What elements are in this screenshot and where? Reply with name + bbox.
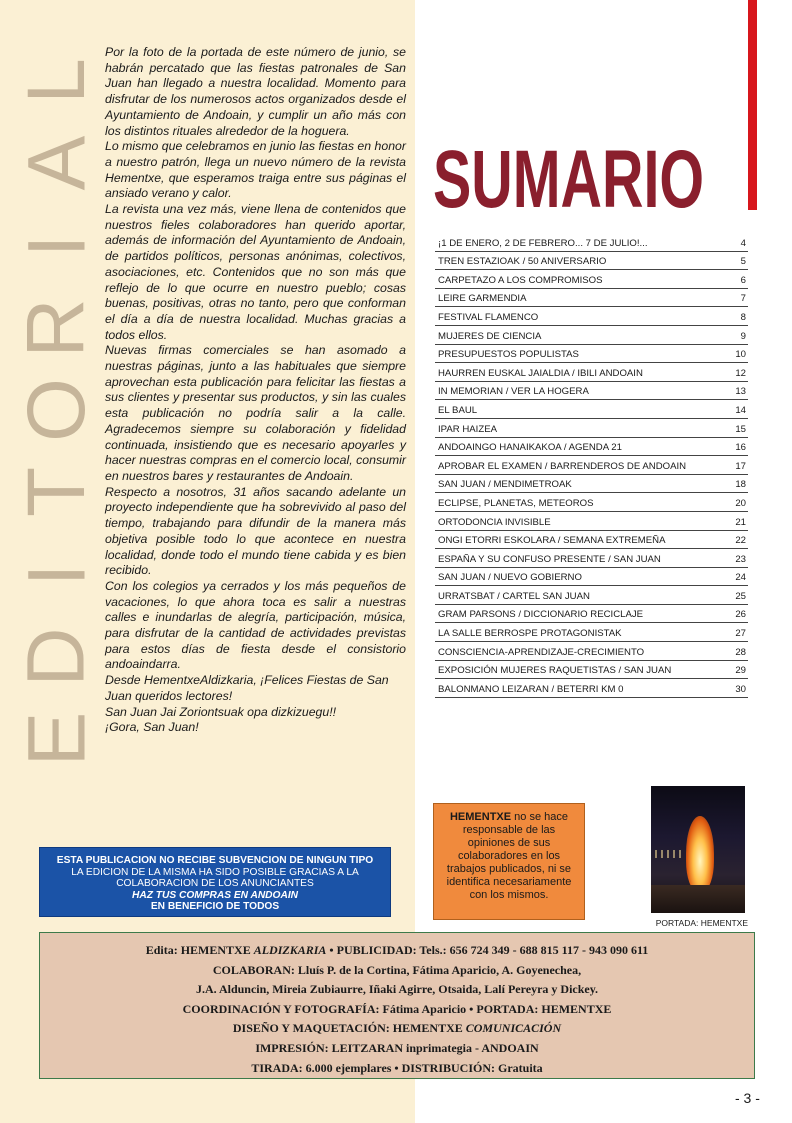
toc-label: IPAR HAIZEA: [438, 423, 497, 435]
toc-label: SAN JUAN / MENDIMETROAK: [438, 479, 572, 491]
editorial-closing: Desde HementxeAldizkaria, ¡Felices Fiestas de San Juan queridos lectores!: [105, 673, 389, 703]
notice-line: EN BENEFICIO DE TODOS: [150, 901, 280, 913]
toc-row: [435, 382, 748, 401]
toc-row: [435, 419, 748, 438]
toc-label: ORTODONCIA INVISIBLE: [438, 516, 551, 528]
toc-row: [435, 456, 748, 475]
editorial-letter: A: [10, 135, 102, 191]
accent-bar: [748, 0, 757, 210]
toc-row: [435, 400, 748, 419]
toc-label: MUJERES DE CIENCIA: [438, 330, 542, 342]
notice-line: COLABORACION DE LOS ANUNCIANTES: [116, 878, 314, 890]
credits-line: TIRADA: 6.000 ejemplares • DISTRIBUCIÓN: Gratuita: [251, 1060, 543, 1075]
toc-label: BALONMANO LEIZARAN / BETERRI KM 0: [438, 683, 624, 695]
toc-page-number: 21: [735, 516, 746, 528]
toc-row: [435, 252, 748, 271]
toc-label: LEIRE GARMENDIA: [438, 293, 527, 305]
toc-label: CONSCIENCIA-APRENDIZAJE-CRECIMIENTO: [438, 646, 645, 658]
toc-page-number: 23: [735, 553, 746, 565]
toc-label: URRATSBAT / CARTEL SAN JUAN: [438, 590, 590, 602]
editorial-paragraph: Respecto a nosotros, 31 años sacando adelante un proyecto independiente que ha sobrevivido al paso del tiempo, trabajando para difundir de la manera más objetiva posible todo lo que acontece en nuestra localidad, donde todo el mundo tiene cabida y es bien recibido.: [105, 484, 406, 578]
toc-row: [435, 568, 748, 587]
toc-page-number: 29: [735, 665, 746, 677]
credits-line: COLABORAN: Lluís P. de la Cortina, Fátima Aparicio, A. Goyenechea,: [212, 962, 582, 977]
cover-photo: [651, 786, 745, 913]
credits-line: [40, 1019, 754, 1039]
toc-page-number: 28: [735, 646, 746, 658]
toc-page-number: 24: [735, 572, 746, 584]
notice-line: LA EDICION DE LA MISMA HA SIDO POSIBLE GRACIAS A LA: [71, 866, 359, 878]
toc-label: ECLIPSE, PLANETAS, METEOROS: [438, 497, 594, 509]
toc-page-number: 22: [735, 535, 746, 547]
editorial-heading: [10, 40, 103, 780]
disclaimer-text: no se hace responsable de las opiniones de sus colaboradores en los trabajos publicados, ni se identifica necesariamente con los mismos.: [446, 811, 572, 901]
editorial-letter: R: [11, 298, 102, 358]
editorial-letter: T: [11, 467, 102, 518]
editorial-letter: I: [10, 234, 102, 257]
editorial-body: [105, 45, 406, 736]
disclaimer-brand: HEMENTXE: [449, 811, 512, 823]
toc-row: [435, 623, 748, 642]
toc-page-number: 18: [735, 479, 746, 491]
cover-caption: PORTADA: HEMENTXE: [655, 918, 748, 928]
toc-row: [435, 512, 748, 531]
toc-page-number: 5: [740, 256, 746, 268]
editorial-letter: L: [10, 58, 102, 104]
editorial-letter: D: [11, 627, 102, 687]
toc-label: EXPOSICIÓN MUJERES RAQUETISTAS / SAN JUAN: [438, 665, 672, 677]
toc-label: ONGI ETORRI ESKOLARA / SEMANA EXTREMEÑA: [438, 535, 666, 547]
photo-lights: [655, 850, 685, 858]
toc-label: ANDOAINGO HANAIKAKOA / AGENDA 21: [438, 442, 622, 454]
toc-label: EL BAUL: [438, 404, 478, 416]
toc-page-number: 25: [735, 590, 746, 602]
credits-box: [39, 932, 755, 1079]
toc-row: [435, 605, 748, 624]
editorial-letter: I: [10, 563, 102, 586]
toc-row: [435, 307, 748, 326]
toc-page-number: 13: [735, 386, 746, 398]
toc-page-number: 27: [735, 628, 746, 640]
toc-page-number: 8: [740, 311, 746, 323]
editorial-letter: E: [10, 711, 102, 767]
editorial-closing: ¡Gora, San Juan!: [105, 720, 199, 735]
editorial-letter: O: [11, 378, 103, 442]
toc-row: [435, 549, 748, 568]
toc-row: [435, 363, 748, 382]
credits-advertising: • PUBLICIDAD: Tels.: 656 724 349 - 688 815 117 - 943 090 611: [326, 943, 649, 957]
toc-label: CARPETAZO A LOS COMPROMISOS: [438, 274, 603, 286]
editorial-paragraph: Lo mismo que celebramos en junio las fiestas en honor a nuestro patrón, llega un nuevo número de la revista Hementxe, que esperamos traiga entre sus páginas el ansiado verano y calor.: [105, 139, 406, 201]
notice-line: ESTA PUBLICACION NO RECIBE SUBVENCION DE NINGUN TIPO: [56, 855, 374, 866]
toc-label: IN MEMORIAN / VER LA HOGERA: [438, 386, 589, 398]
toc-row: [435, 679, 748, 698]
editorial-paragraph: Con los colegios ya cerrados y los más pequeños de vacaciones, lo que ahora toca es salir a nuestras calles e inundarlas de alegría, participación, música, para disfrutar de la cantidad de actividades previstas para estos días de fiesta desde el consistorio andoaindarra.: [105, 578, 406, 672]
page-number: - 3 -: [735, 1090, 760, 1106]
toc-page-number: 14: [735, 404, 746, 416]
toc-label: APROBAR EL EXAMEN / BARRENDEROS DE ANDOAIN: [438, 460, 687, 472]
toc-row: [435, 531, 748, 550]
toc-row: [435, 345, 748, 364]
editorial-paragraph: Nuevas firmas comerciales se han asomado a nuestras páginas, junto a las habituales que siempre aprovechan esta publicación para felicitar las fiestas a sus clientes y presentar sus productos, y sin las cuales esta publicación no podría salir a la calle. Agradecemos siempre su colaboración y fidelidad continuada, insistiendo que es necesario apoyarles y hacer nuestras compras en el comercio local, consumir en nuestros bares y restaurantes de Andoain.: [105, 343, 406, 483]
toc-page-number: 12: [735, 367, 746, 379]
disclaimer-box: [433, 803, 585, 920]
no-subsidy-notice: [39, 847, 391, 917]
toc-page-number: 10: [735, 349, 746, 361]
photo-crowd: [651, 885, 745, 913]
credits-line: IMPRESIÓN: LEITZARAN inprimategia - ANDOAIN: [255, 1040, 539, 1055]
toc-row: [435, 233, 748, 252]
toc-label: TREN ESTAZIOAK / 50 ANIVERSARIO: [438, 256, 607, 268]
credits-line: [40, 941, 754, 961]
credits-design-italic: COMUNICACIÓN: [465, 1021, 562, 1036]
toc-row: [435, 586, 748, 605]
toc-row: [435, 493, 748, 512]
toc-page-number: 30: [735, 683, 746, 695]
toc-row: [435, 326, 748, 345]
toc-page-number: 4: [740, 237, 746, 249]
toc-page-number: 6: [740, 274, 746, 286]
toc-label: LA SALLE BERROSPE PROTAGONISTAK: [438, 628, 622, 640]
toc-page-number: 17: [735, 460, 746, 472]
toc-label: PRESUPUESTOS POPULISTAS: [438, 349, 579, 361]
credits-line: J.A. Alduncin, Mireia Zubiaurre, Iñaki Agirre, Otsaida, Lalí Pereyra y Dickey.: [195, 982, 599, 997]
toc-page-number: 9: [740, 330, 746, 342]
editorial-paragraph: La revista una vez más, viene llena de contenidos que nuestros fieles colaboradores han querido aportar, además de información del Ayuntamiento de Andoain, de partidos políticos, personas anónimas, colectivos, asociaciones, etc. Contenidos que no son más que reflejo de lo que ocurre en nuestro pueblo; cosas buenas, positivas, otras no tanto, pero que conforman el día a día de nuestra localidad. Muchas gracias a todos ellos.: [105, 202, 406, 342]
toc-page-number: 26: [735, 609, 746, 621]
toc-row: [435, 438, 748, 457]
toc-label: FESTIVAL FLAMENCO: [438, 311, 539, 323]
credits-design: DISEÑO Y MAQUETACIÓN: HEMENTXE: [232, 1021, 466, 1036]
toc-row: [435, 661, 748, 680]
toc-page-number: 16: [735, 442, 746, 454]
toc-label: HAURREN EUSKAL JAIALDIA / IBILI ANDOAIN: [438, 367, 643, 379]
toc-row: [435, 270, 748, 289]
toc-label: SAN JUAN / NUEVO GOBIERNO: [438, 572, 582, 584]
toc-page-number: 20: [735, 497, 746, 509]
toc-row: [435, 642, 748, 661]
toc-label: ¡1 DE ENERO, 2 DE FEBRERO... 7 DE JULIO!...: [438, 237, 648, 249]
sumario-title: SUMARIO: [433, 134, 705, 225]
toc-row: [435, 475, 748, 494]
credits-line: COORDINACIÓN Y FOTOGRAFÍA: Fátima Aparicio • PORTADA: HEMENTXE: [182, 1001, 612, 1016]
toc-row: [435, 289, 748, 308]
toc-label: GRAM PARSONS / DICCIONARIO RECICLAJE: [438, 609, 644, 621]
editorial-closing: San Juan Jai Zoriontsuak opa dizkizuegu!!: [105, 704, 337, 719]
table-of-contents: [435, 233, 748, 698]
bonfire-image: [686, 816, 714, 891]
editorial-paragraph: Por la foto de la portada de este número de junio, se habrán percatado que las fiestas patronales de San Juan han llegado a nuestra localidad. Momento para disfrutar de los numerosos actos organizados desde el Ayuntamiento de Andoain, y cumplir un año más con los distintos rituales alrededor de la hoguera.: [105, 45, 406, 138]
toc-page-number: 7: [740, 293, 746, 305]
credits-editor-italic: ALDIZKARIA: [253, 943, 327, 957]
toc-label: ESPAÑA Y SU CONFUSO PRESENTE / SAN JUAN: [438, 553, 661, 565]
toc-page-number: 15: [735, 423, 746, 435]
credits-editor: Edita: HEMENTXE: [145, 943, 254, 957]
notice-line: HAZ TUS COMPRAS EN ANDOAIN: [131, 889, 299, 901]
